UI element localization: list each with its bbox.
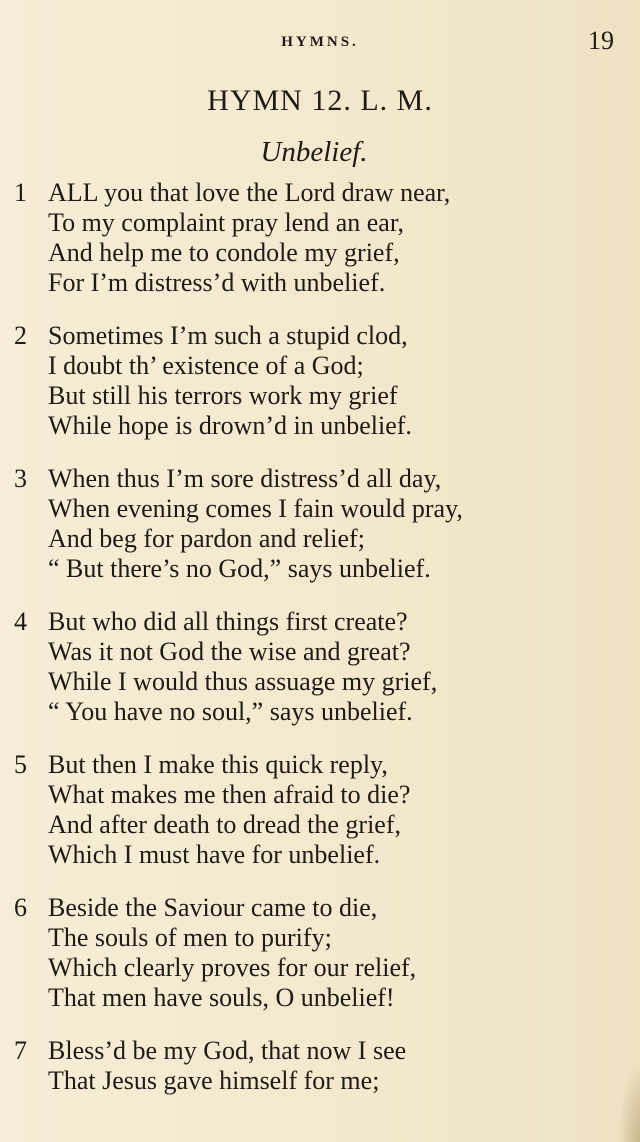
paper-stain (618, 1062, 640, 1142)
verse-line: But then I make this quick reply, (48, 750, 388, 779)
verse-line: When thus I’m sore distress’d all day, (48, 464, 442, 493)
verse-number: 3 (14, 464, 27, 493)
hymn-title: HYMN 12. L. M. (207, 84, 433, 117)
verse (14, 750, 626, 870)
verse (14, 1036, 626, 1096)
verse-line: Was it not God the wise and great? (48, 637, 411, 666)
verse (14, 607, 626, 727)
verse-line: Sometimes I’m such a stupid clod, (48, 321, 408, 350)
verse-line: But who did all things first create? (48, 607, 408, 636)
verse-number: 5 (14, 750, 27, 779)
verse-line: While hope is drown’d in unbelief. (48, 411, 412, 440)
verse-line: Bless’d be my God, that now I see (48, 1036, 407, 1065)
verse-line: For I’m distress’d with unbelief. (48, 268, 386, 297)
running-head: HYMNS. (281, 34, 359, 50)
verse-line: The souls of men to purify; (48, 923, 332, 952)
verse-line: But still his terrors work my grief (48, 381, 398, 410)
verse-line: When evening comes I fain would pray, (48, 494, 463, 523)
verse-line: Which I must have for unbelief. (48, 840, 381, 869)
verse-line: Which clearly proves for our relief, (48, 953, 417, 982)
verse-line: And after death to dread the grief, (48, 810, 402, 839)
verse-line: And beg for pardon and relief; (48, 524, 365, 553)
verse-line: That Jesus gave himself for me; (48, 1066, 380, 1095)
verses (14, 178, 626, 1119)
verse (14, 893, 626, 1013)
verse-line: “ But there’s no God,” says unbelief. (48, 554, 431, 583)
hymn-subject: Unbelief. (260, 136, 368, 168)
verse (14, 321, 626, 441)
verse (14, 178, 626, 298)
verse (14, 464, 626, 584)
verse-line: I doubt th’ existence of a God; (48, 351, 364, 380)
verse-number: 4 (14, 607, 27, 636)
verse-line: ALL you that love the Lord draw near, (48, 178, 451, 207)
page-number: 19 (588, 26, 614, 55)
verse-number: 7 (14, 1036, 27, 1065)
verse-line: What makes me then afraid to die? (48, 780, 411, 809)
verse-line: That men have souls, O unbelief! (48, 983, 395, 1012)
verse-line: To my complaint pray lend an ear, (48, 208, 404, 237)
verse-number: 6 (14, 893, 27, 922)
verse-line: While I would thus assuage my grief, (48, 667, 438, 696)
verse-line: “ You have no soul,” says unbelief. (48, 697, 413, 726)
verse-number: 1 (14, 178, 27, 207)
verse-number: 2 (14, 321, 27, 350)
verse-line: Beside the Saviour came to die, (48, 893, 378, 922)
verse-line: And help me to condole my grief, (48, 238, 400, 267)
